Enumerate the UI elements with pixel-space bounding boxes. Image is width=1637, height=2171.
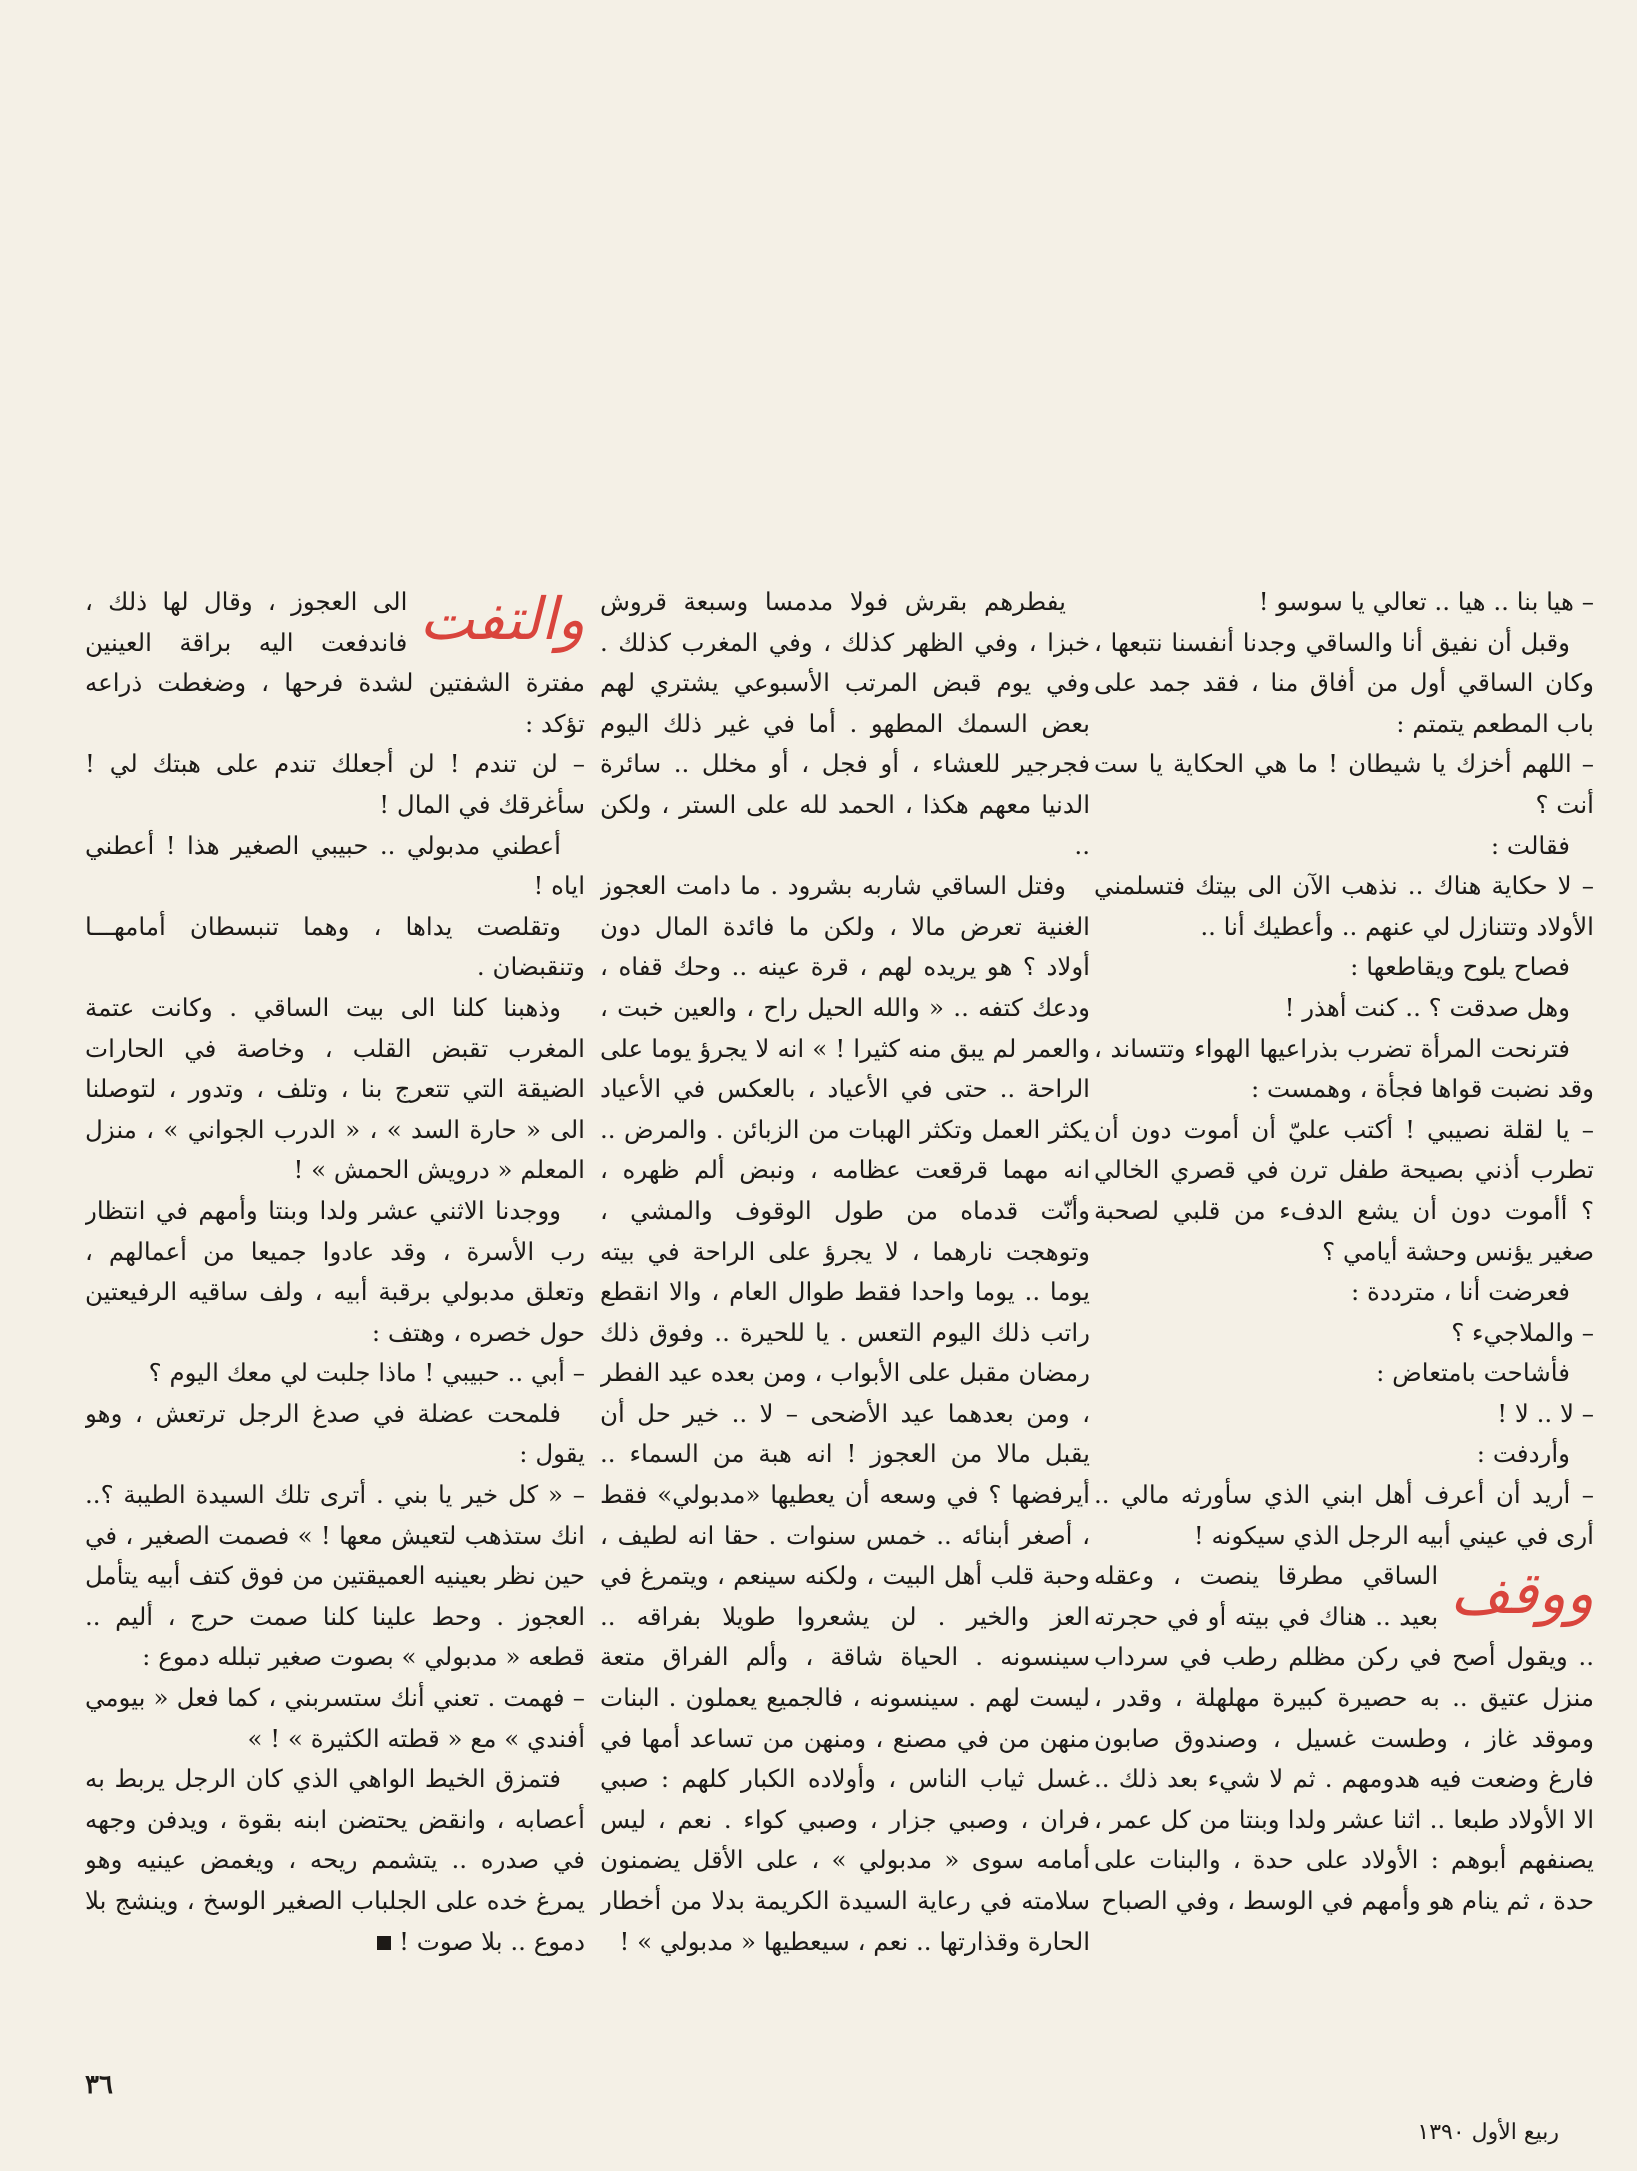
paragraph [1094,866,1594,947]
paragraph-text: – هيا بنا .. هيا .. تعالي يا سوسو ! [1258,587,1594,616]
paragraph [1094,1272,1594,1313]
paragraph [1094,1475,1594,1556]
paragraph-text: فترنحت المرأة تضرب بذراعيها الهواء وتتساند ، وقد نضبت قواها فجأة ، وهمست : [1094,1033,1594,1104]
paragraph-text: وذهبنا كلنا الى بيت الساقي . وكانت عتمة المغرب تقبض القلب ، وخاصة في الحارات الضيقة التي تتعرج بنا ، وتلف ، وتدور ، لتوصلنا الى « حارة السد » ، « الدرب الجواني » ، منزل المعلم « درويش الحمش » ! [85,992,585,1185]
paragraph [1094,1353,1594,1394]
paragraph-text: – يا لقلة نصيبي ! أكتب عليّ أن أموت دون أن تطرب أذني بصيحة طفل ترن في قصري الخالي ؟ أأموت دون أن يشع الدفء من قلبي لصحبة صغير يؤنس وحشة أيامي ؟ [1094,1114,1594,1266]
paragraph-text: يفطرهم بقرش فولا مدمسا وسبعة قروش خبزا ، وفي الظهر كذلك ، وفي المغرب كذلك . وفي يوم قبض المرتب الأسبوعي يشتري لهم بعض السمك المطهو . أما في غير ذلك اليوم فجرجير للعشاء ، أو فجل ، أو مخلل .. سائرة الدنيا معهم هكذا ، الحمد لله على الستر ، ولكن .. [600,587,1090,860]
issue-date: ربيع الأول ١٣٩٠ [1417,2120,1559,2145]
paragraph-text: وأردفت : [1476,1439,1570,1469]
paragraph-text: الساقي مطرقا ينصت ، وعقله بعيد .. هناك في بيته أو في حجرته .. ويقول أصح في ركن مظلم رطب في سرداب منزل عتيق .. به حصيرة كبيرة مهلهلة ، وقدر ، وموقد غاز ، وطست غسيل ، وصندوق صابون فارغ وضعت فيه هدومهم . ثم لا شيء بعد ذلك .. الا الأولاد طبعا .. اثنا عشر ولدا وبنتا من كل عمر ، يصنفهم أبوهم : الأولاد على حدة ، والبنات على حدة ، ثم ينام هو وأمهم في الوسط ، وفي الصباح [1094,1561,1594,1915]
paragraph-text: – لا حكاية هناك .. نذهب الآن الى بيتك فتسلمني الأولاد وتتنازل لي عنهم .. وأعطيك أنا .. [1094,871,1594,941]
end-of-article-mark [377,1936,391,1950]
paragraph [1094,1110,1594,1272]
paragraph-text: فصاح يلوح ويقاطعها : [1350,952,1570,982]
paragraph-text: فتمزق الخيط الواهي الذي كان الرجل يربط به أعصابه ، وانقض يحتضن ابنه بقوة ، ويدفن وجهه في صدره .. يتشمم ريحه ، ويغمض عينيه وهو يمرغ خده على الجلباب الصغير الوسخ ، وينشج بلا دموع .. بلا صوت ! [85,1764,585,1956]
paragraph [85,1191,585,1353]
paragraph-text: فلمحت عضلة في صدغ الرجل ترتعش ، وهو يقول : [85,1398,585,1469]
paragraph-text: – أبي .. حبيبي ! ماذا جلبت لي معك اليوم ؟ [148,1358,585,1388]
paragraph-text: وفتل الساقي شاربه بشرود . ما دامت العجوز الغنية تعرض مالا ، ولكن ما فائدة المال دون أولاد ؟ هو يريده لهم ، قرة عينه .. وحك قفاه ، ودعك كتفه .. « والله الحيل راح ، والعين خبت ، والعمر لم يبق منه كثيرا ! » انه لا يجرؤ يوما على الراحة .. حتى في الأعياد ، بالعكس في الأعياد يكثر العمل وتكثر الهبات من الزبائن . والمرض .. انه مهما قرقعت عظامه ، ونبض ألم ظهره ، وأنّت قدماه من طول الوقوف والمشي ، وتوهجت نارهما ، لا يجرؤ على الراحة في بيته يوما .. يوما واحدا فقط طوال العام ، والا انقطع راتب ذلك اليوم التعس . يا للحيرة .. وفوق ذلك رمضان مقبل على الأبواب ، ومن بعده عيد الفطر ، ومن بعدهما عيد الأضحى – لا .. خير حل أن يقبل مالا من العجوز ! انه هبة من السماء .. أيرفضها ؟ في وسعه أن يعطيها «مدبولي» فقط ، أصغر أبنائه .. خمس سنوات . حقا انه لطيف ، وحبة قلب أهل البيت ، ولكنه سينعم ، ويتمرغ في العز والخير . لن يشعروا طويلا بفراقه .. سينسونه . الحياة شاقة ، وألم الفراق متعة ليست لهم . سينسونه ، فالجميع يعملون . البنات منهن من في مصنع ، ومنهن من تساعد أمها في غسل ثياب الناس ، وأولاده الكبار كلهم : صبي فران ، وصبي جزار ، وصبي كواء . نعم ، ليس أمامه سوى « مدبولي » ، على الأقل يضمنون سلامته في رعاية السيدة الكريمة بدلا من أخطار الحارة وقذارتها .. نعم ، سيعطيها « مدبولي » ! [600,871,1090,1956]
paragraph [1094,988,1594,1029]
paragraph-text: فعرضت أنا ، مترددة : [1350,1277,1570,1307]
text-column-middle [600,582,1090,2042]
paragraph-text: وتقلصت يداها ، وهما تنبسطان أمامهـــا وتنقبضان . [85,911,585,982]
paragraph-text: – والملاجيء ؟ [1451,1317,1594,1347]
page-number: ٣٦ [85,2070,113,2100]
text-column-right [1094,582,1594,2042]
paragraph-text: – « كل خير يا بني . أترى تلك السيدة الطيبة ؟.. انك ستذهب لتعيش معها ! » فصمت الصغير ، في حين نظر بعينيه العميقتين من فوق كتف أبيه يتأمل العجوز . وحط علينا كلنا صمت حرج ، أليم .. قطعه « مدبولي » بصوت صغير تبلله دموع : [85,1480,585,1672]
paragraph [85,907,585,988]
paragraph [85,1394,585,1475]
paragraph-text: – لا .. لا ! [1497,1398,1594,1428]
paragraph-text: – أريد أن أعرف أهل ابني الذي سأورثه مالي .. أرى في عيني أبيه الرجل الذي سيكونه ! [1094,1480,1594,1550]
dropcap-word: ووقف [1450,1559,1594,1628]
paragraph-text: الى العجوز ، وقال لها ذلك ، فاندفعت اليه براقة العينين مفترة الشفتين لشدة فرحها ، وضغطت ذراعه تؤكد : [85,587,585,738]
paragraph [1094,826,1594,867]
paragraph-text: ووجدنا الاثني عشر ولدا وبنتا وأمهم في انتظار رب الأسرة ، وقد عادوا جميعا من أعمالهم ، وتعلق مدبولي برقبة أبيه ، ولف ساقيه الرفيعتين حول خصره ، وهتف : [85,1195,585,1347]
paragraph [85,744,585,825]
paragraph [1094,947,1594,988]
paragraph-text: – اللهم أخزك يا شيطان ! ما هي الحكاية يا ست أنت ؟ [1094,749,1594,819]
paragraph [85,1678,585,1759]
paragraph [85,1353,585,1394]
paragraph [1094,623,1594,745]
paragraph [600,582,1090,866]
dropcap-word: والتفت [419,585,585,653]
paragraph [1094,1029,1594,1110]
paragraph [1094,582,1594,623]
paragraph-text: وقبل أن نفيق أنا والساقي وجدنا أنفسنا نتبعها ، وكان الساقي أول من أفاق منا ، فقد جمد على باب المطعم يتمتم : [1094,627,1594,738]
paragraph [1094,1434,1594,1475]
paragraph [85,582,585,744]
paragraph [600,866,1090,1962]
text-column-left [85,582,585,2042]
paragraph [1094,1313,1594,1354]
paragraph-text: أعطني مدبولي .. حبيبي الصغير هذا ! أعطني اياه ! [85,830,585,901]
paragraph-text: – فهمت . تعني أنك ستسربني ، كما فعل « بيومي أفندي » مع « قطته الكثيرة » ! » [85,1683,585,1753]
paragraph [1094,1394,1594,1435]
paragraph-text: فأشاحت بامتعاض : [1376,1358,1570,1388]
paragraph-text: وهل صدقت ؟ .. كنت أهذر ! [1284,992,1570,1022]
paragraph-text: فقالت : [1490,830,1570,860]
paragraph-text: – لن تندم ! لن أجعلك تندم على هبتك لي ! سأغرقك في المال ! [85,749,585,819]
paragraph [85,1475,585,1678]
paragraph [85,988,585,1191]
paragraph [1094,1556,1594,1921]
paragraph [1094,744,1594,825]
paragraph [85,1759,585,1962]
paragraph [85,826,585,907]
